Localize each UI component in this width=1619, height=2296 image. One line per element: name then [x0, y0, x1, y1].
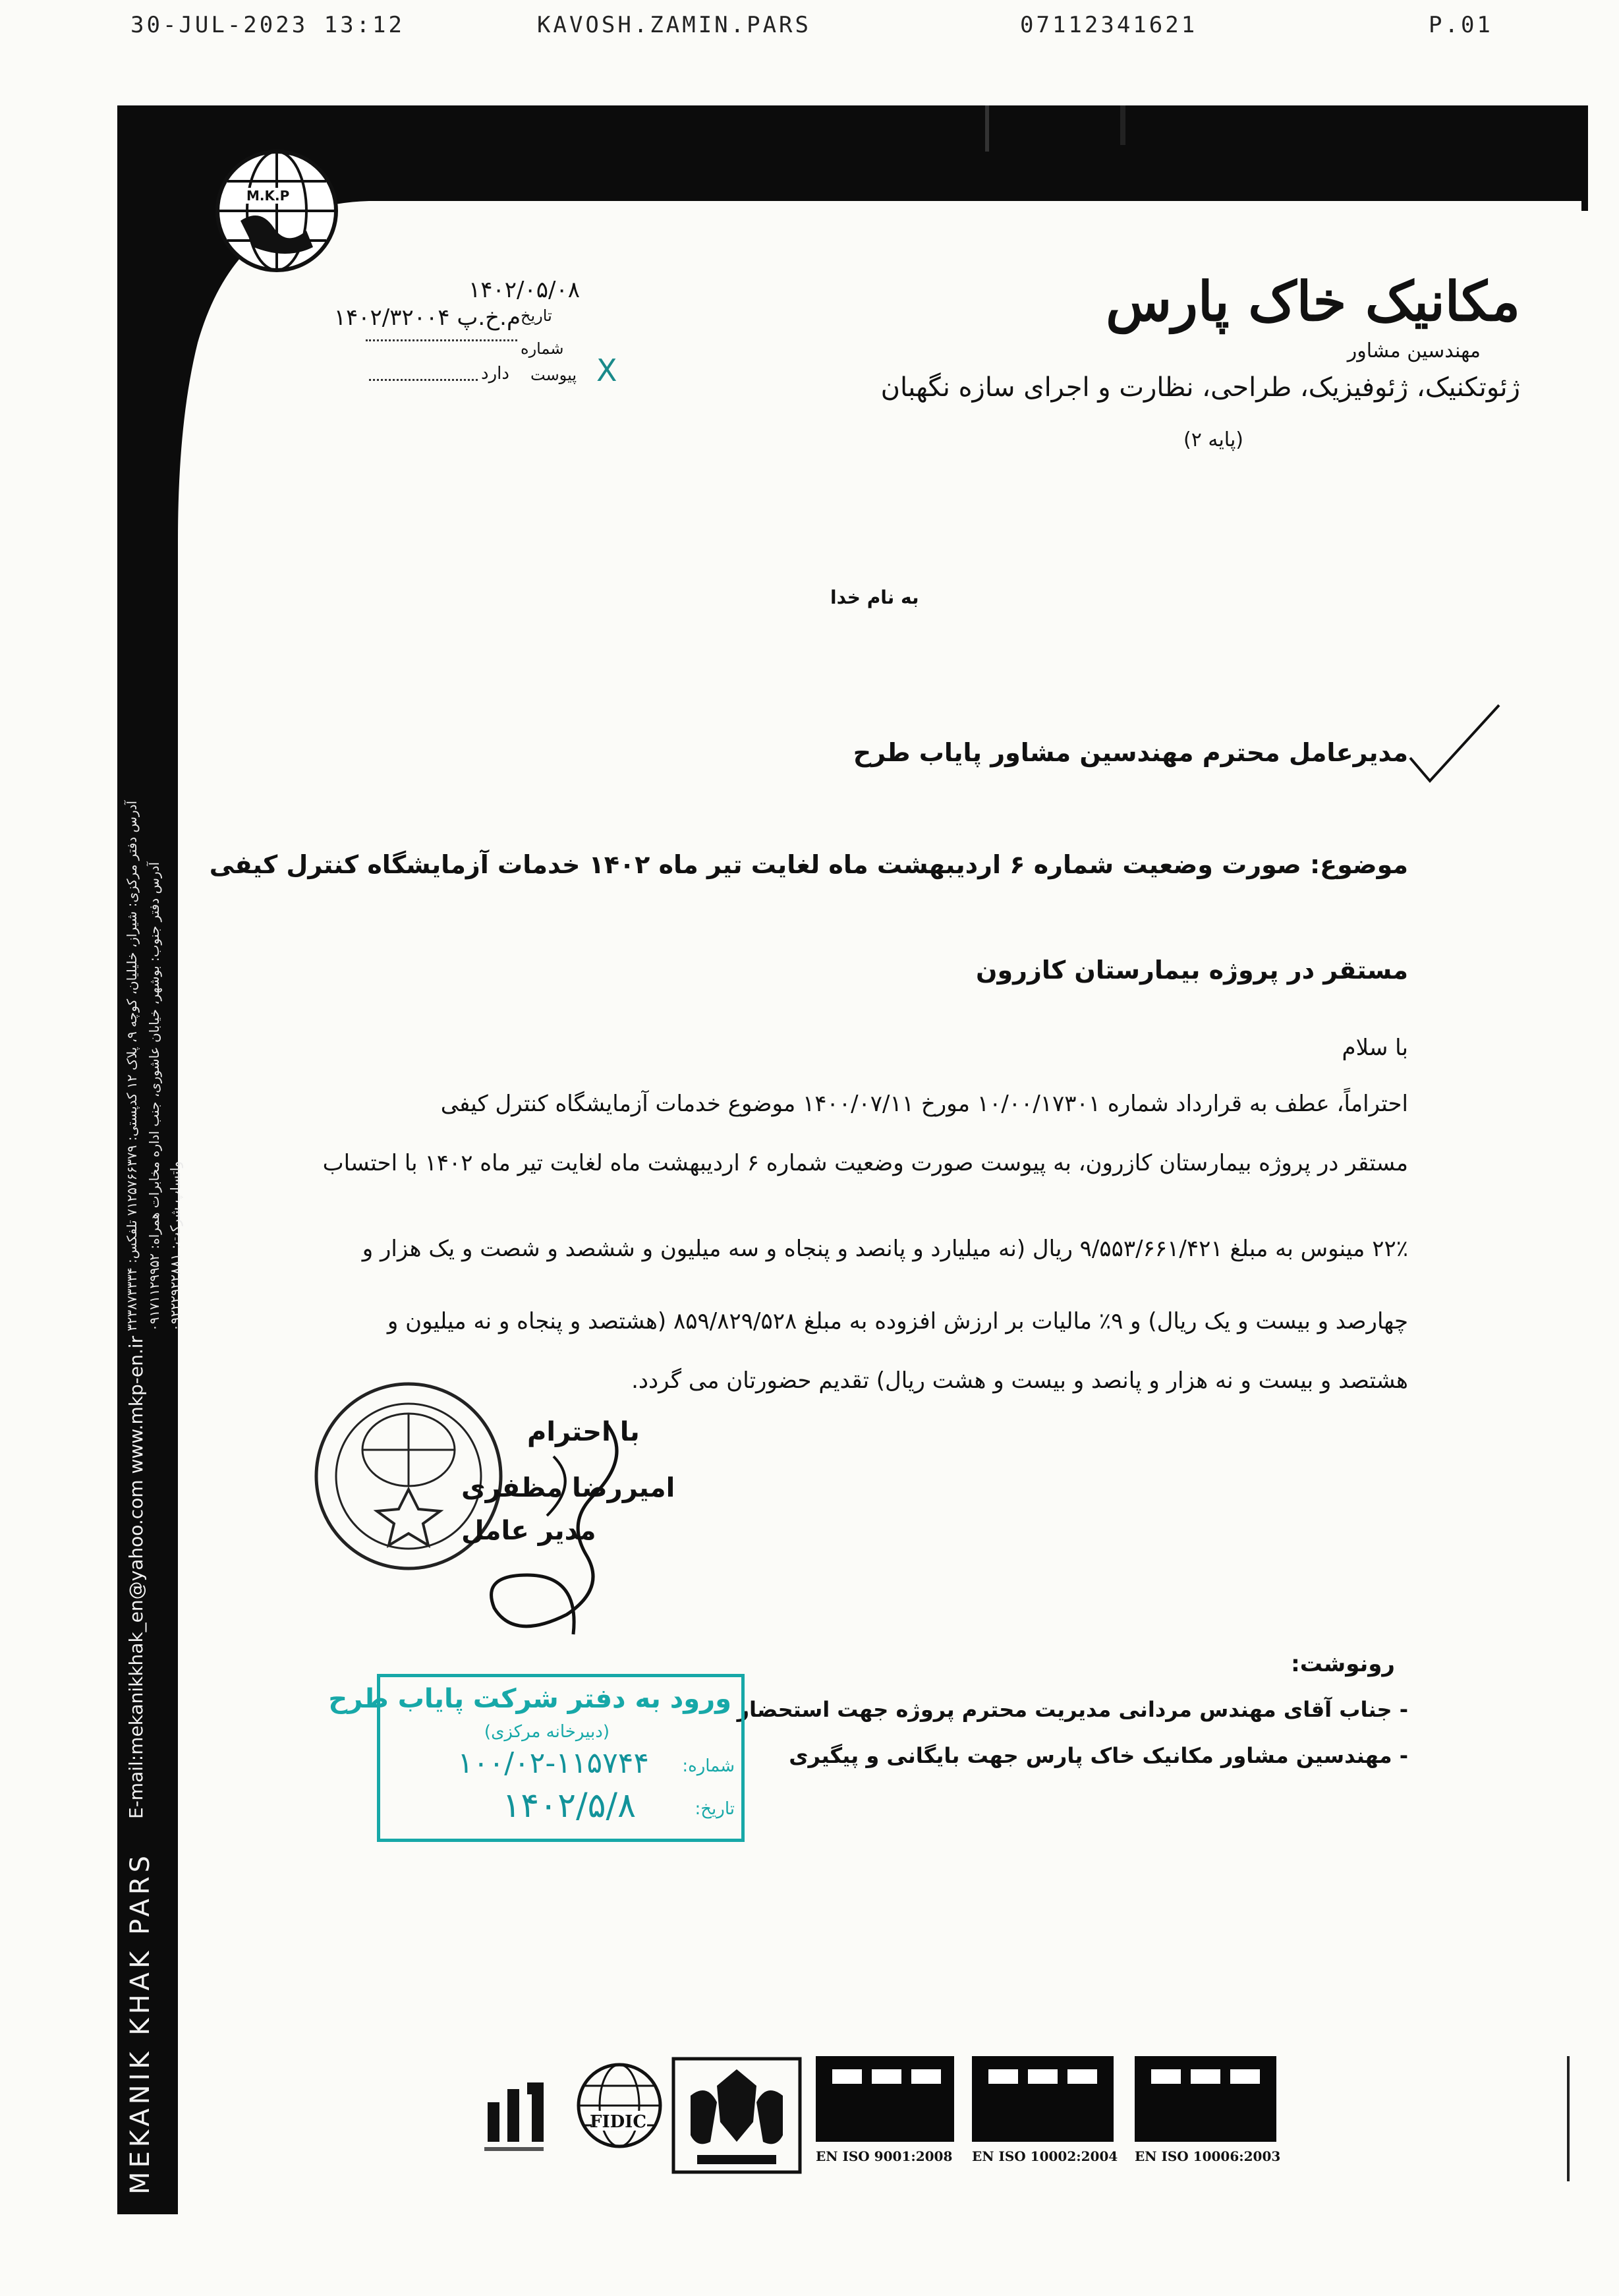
letter-attachment-dots — [369, 379, 478, 381]
fidic-logo-text: FIDIC — [590, 2112, 647, 2132]
institute-logo-icon — [478, 2069, 550, 2162]
sidebar-email-web: E-mail:mekanikkhak_en@yahoo.com www.mkp-en.ir — [125, 1335, 147, 1819]
handwritten-signature-icon — [474, 1417, 646, 1654]
fidic-logo-icon — [573, 2059, 666, 2152]
company-name: مکانیک خاک پارس — [1106, 270, 1520, 333]
subject-line-2: مستقر در پروژه بیمارستان کازرون — [976, 956, 1408, 985]
cc-title: رونوشت: — [1291, 1651, 1395, 1677]
subject-line-1: موضوع: صورت وضعیت شماره ۶ اردیبهشت ماه لغایت تیر ماه ۱۴۰۲ خدمات آزمایشگاه کنترل کیفی — [209, 850, 1408, 879]
sidebar-brand: MEKANIK KHAK PARS — [125, 1851, 156, 2195]
letter-number-dots — [366, 339, 517, 341]
fax-number: 07112341621 — [1020, 12, 1198, 38]
company-subtitle: مهندسین مشاور — [1347, 339, 1481, 362]
recipient: مدیرعامل محترم مهندسین مشاور پایاب طرح — [853, 738, 1408, 767]
body-line-4: چهارصد و بیست و یک ریال) و ۹٪ مالیات بر ارزش افزوده به مبلغ ۸۵۹/۸۲۹/۵۲۸ (هشتصد و پنجاه و نه میلیون و — [387, 1308, 1408, 1335]
letter-date — [356, 277, 580, 303]
body-line-3: ۲۲٪ مینوس به مبلغ ۹/۵۵۳/۶۶۱/۴۲۱ ریال (نه میلیارد و پانصد و پنجاه و سه میلیون و ششصد و شصت و یک هزار و — [362, 1236, 1408, 1262]
fax-page: P.01 — [1429, 12, 1493, 38]
attachment-check-mark: X — [596, 353, 617, 388]
handwritten-check-icon — [1404, 702, 1502, 788]
globe-logo-icon — [214, 148, 339, 273]
sidebar-address-south: آدرس دفتر جنوب: بوشهر، خیابان عاشوری، جنب اداره مخابرات همراه: ۰۹۱۷۱۱۲۹۹۵۲ — [146, 861, 162, 1331]
iso-10006-label: EN ISO 10006:2003 — [1135, 2148, 1281, 2164]
letter-date-value: ۱۴۰۲/۰۵/۰۸ — [468, 277, 580, 303]
iso-10002-label: EN ISO 10002:2004 — [972, 2148, 1118, 2164]
fax-sender: KAVOSH.ZAMIN.PARS — [537, 12, 811, 38]
receipt-stamp-date-label: تاریخ: — [695, 1799, 735, 1819]
body-line-5: هشتصد و بیست و نه هزار و پانصد و بیست و هشت ریال) تقدیم حضورتان می گردد. — [631, 1367, 1408, 1394]
signer-title: مدیر عامل — [461, 1516, 596, 1546]
receipt-stamp-subtitle: (دبیرخانه مرکزی) — [484, 1722, 610, 1742]
letter-number-value: م.خ.پ ۱۴۰۲/۳۲۰۰۴ — [333, 304, 521, 331]
fax-datetime: 30-JUL-2023 13:12 — [130, 12, 405, 38]
body-line-2: مستقر در پروژه بیمارستان کازرون، به پیوست صورت وضعیت شماره ۶ اردیبهشت ماه لغایت تیر ماه ۱۴۰۲ با احتساب — [322, 1150, 1408, 1176]
letter-number-label: شماره — [521, 339, 564, 358]
cc-line-1: - جناب آقای مهندس مردانی مدیریت محترم پروژه جهت استحضار — [737, 1697, 1408, 1722]
receipt-stamp-number-label: شماره: — [682, 1756, 735, 1776]
receipt-stamp-title: ورود به دفتر شرکت پایاب طرح — [328, 1684, 731, 1714]
bismillah: به نام خدا — [830, 587, 919, 608]
iso-badge-marks — [816, 2056, 1277, 2142]
cc-line-2: - مهندسین مشاور مکانیک خاک پارس جهت بایگانی و پیگیری — [789, 1743, 1408, 1768]
scan-edge-mark — [1567, 2056, 1570, 2181]
closing: با احترام — [527, 1417, 640, 1447]
iso-9001-label: EN ISO 9001:2008 — [816, 2148, 953, 2164]
receipt-stamp — [328, 1674, 745, 1842]
greeting: با سلام — [1342, 1035, 1408, 1061]
logo-text: M.K.P — [244, 188, 292, 204]
letter-attachment-label: پیوست — [530, 366, 577, 384]
sidebar-address-central: آدرس دفتر مرکزی: شیراز، خلیلیان، کوچه ۹، پلاک ۱۲ کدپستی: ۷۱۲۵۷۶۶۳۷۹ تلفکس: ۳۲۳۸۷۳۳۳۴ — [124, 800, 140, 1331]
letter-attachment-value: دارد — [481, 364, 509, 384]
receipt-stamp-date-value: ۱۴۰۲/۵/۸ — [502, 1786, 636, 1825]
company-services: ژئوتکنیک، ژئوفیزیک، طراحی، نظارت و اجرای سازه نگهبان — [880, 372, 1520, 403]
letter-date-label: تاریخ — [521, 306, 552, 325]
company-grade: (پایه ۲) — [1183, 428, 1243, 451]
receipt-stamp-number-value: ۱۰۰/۰۲-۱۱۵۷۴۴ — [457, 1746, 649, 1780]
sidebar-whatsapp: واتساپ شرکت: ۰۹۲۲۲۹۲۲۸۸۱ — [167, 1161, 183, 1331]
coat-of-arms-logo-icon — [671, 2056, 803, 2175]
body-line-1: احتراماً، عطف به قرارداد شماره ۱۰/۰۰/۱۷۳۰۱ مورخ ۱۴۰۰/۰۷/۱۱ موضوع خدمات آزمایشگاه کنترل کیفی — [440, 1091, 1408, 1117]
signer-name: امیررضا مظفری — [461, 1473, 675, 1503]
